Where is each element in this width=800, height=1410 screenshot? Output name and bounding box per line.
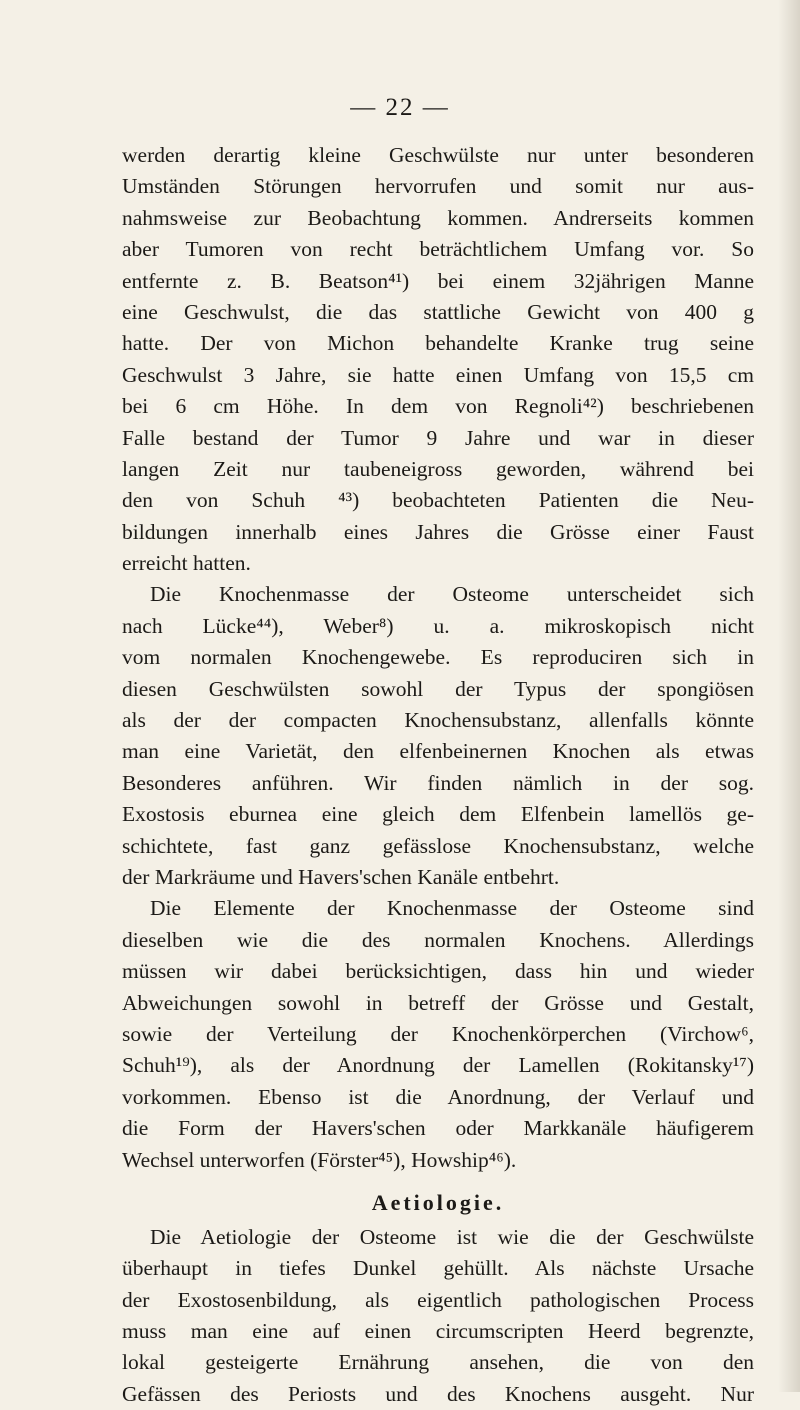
text-line: nach Lücke⁴⁴), Weber⁸) u. a. mikroskopisch nicht	[122, 613, 754, 638]
page-edge-shadow	[778, 0, 800, 1392]
body-text	[122, 140, 754, 1410]
text-line: Geschwulst 3 Jahre, sie hatte einen Umfang von 15,5 cm	[122, 362, 754, 387]
text-line: Die Elemente der Knochenmasse der Osteome sind	[150, 896, 754, 921]
text-line: werden derartig kleine Geschwülste nur unter besonderen	[122, 143, 754, 167]
paragraphs-osteome-morphology	[122, 140, 754, 1176]
text-line: Wechsel unterworfen (Förster⁴⁵), Howship⁴⁶).	[122, 1147, 517, 1172]
page-number: — 22 —	[350, 94, 450, 121]
text-line: bildungen innerhalb eines Jahres die Grösse einer Faust	[122, 519, 754, 544]
text-line: Gefässen des Periosts und des Knochens ausgeht. Nur	[122, 1381, 754, 1406]
text-line: lokal gesteigerte Ernährung ansehen, die von den	[122, 1350, 754, 1375]
text-line: der Markräume und Havers'schen Kanäle entbehrt.	[122, 864, 560, 889]
text-line: Falle bestand der Tumor 9 Jahre und war in dieser	[122, 425, 754, 450]
text-line: dieselben wie die des normalen Knochens. Allerdings	[122, 927, 754, 952]
text-line: Die Aetiologie der Osteome ist wie die der Geschwülste	[150, 1224, 754, 1249]
text-line: hatte. Der von Michon behandelte Kranke trug seine	[122, 331, 754, 356]
text-line: diesen Geschwülsten sowohl der Typus der spongiösen	[122, 676, 754, 701]
text-line: nahmsweise zur Beobachtung kommen. Andrerseits kommen	[122, 205, 754, 230]
text-line: Besonderes anführen. Wir finden nämlich in der sog.	[122, 770, 754, 795]
text-line: die Form der Havers'schen oder Markkanäle häufigerem	[122, 1116, 754, 1141]
text-line: schichtete, fast ganz gefässlose Knochensubstanz, welche	[122, 833, 754, 858]
text-line: Schuh¹⁹), als der Anordnung der Lamellen (Rokitansky¹⁷)	[122, 1053, 754, 1078]
text-line: erreicht hatten.	[122, 551, 251, 576]
text-line: man eine Varietät, den elfenbeinernen Knochen als etwas	[122, 739, 754, 764]
text-line: muss man eine auf einen circumscripten Heerd begrenzte,	[122, 1319, 754, 1344]
section-heading-aetiologie: Aetiologie.	[371, 1189, 505, 1215]
text-line: bei 6 cm Höhe. In dem von Regnoli⁴²) beschriebenen	[122, 394, 754, 419]
text-line: entfernte z. B. Beatson⁴¹) bei einem 32jährigen Manne	[122, 268, 754, 293]
text-line: den von Schuh ⁴³) beobachteten Patienten die Neu-	[122, 488, 754, 513]
text-line: vom normalen Knochengewebe. Es reproduciren sich in	[122, 645, 754, 670]
text-line: Die Knochenmasse der Osteome unterscheidet sich	[150, 582, 754, 607]
text-line: der Exostosenbildung, als eigentlich pathologischen Process	[122, 1287, 754, 1312]
text-line: eine Geschwulst, die das stattliche Gewicht von 400 g	[122, 299, 754, 324]
text-line: langen Zeit nur taubeneigross geworden, während bei	[122, 456, 754, 481]
text-line: Umständen Störungen hervorrufen und somit nur aus-	[122, 174, 754, 199]
text-line: sowie der Verteilung der Knochenkörperchen (Virchow⁶,	[122, 1021, 754, 1046]
text-line: vorkommen. Ebenso ist die Anordnung, der Verlauf und	[122, 1084, 754, 1109]
text-line: Exostosis eburnea eine gleich dem Elfenbein lamellös ge-	[122, 802, 754, 827]
text-line: als der der compacten Knochensubstanz, allenfalls könnte	[122, 708, 754, 733]
text-line: müssen wir dabei berücksichtigen, dass hin und wieder	[122, 959, 754, 984]
text-line: aber Tumoren von recht beträchtlichem Umfang vor. So	[122, 237, 754, 262]
text-line: überhaupt in tiefes Dunkel gehüllt. Als nächste Ursache	[122, 1256, 754, 1281]
text-line: Abweichungen sowohl in betreff der Grösse und Gestalt,	[122, 990, 754, 1015]
paragraphs-aetiologie	[122, 1222, 754, 1410]
